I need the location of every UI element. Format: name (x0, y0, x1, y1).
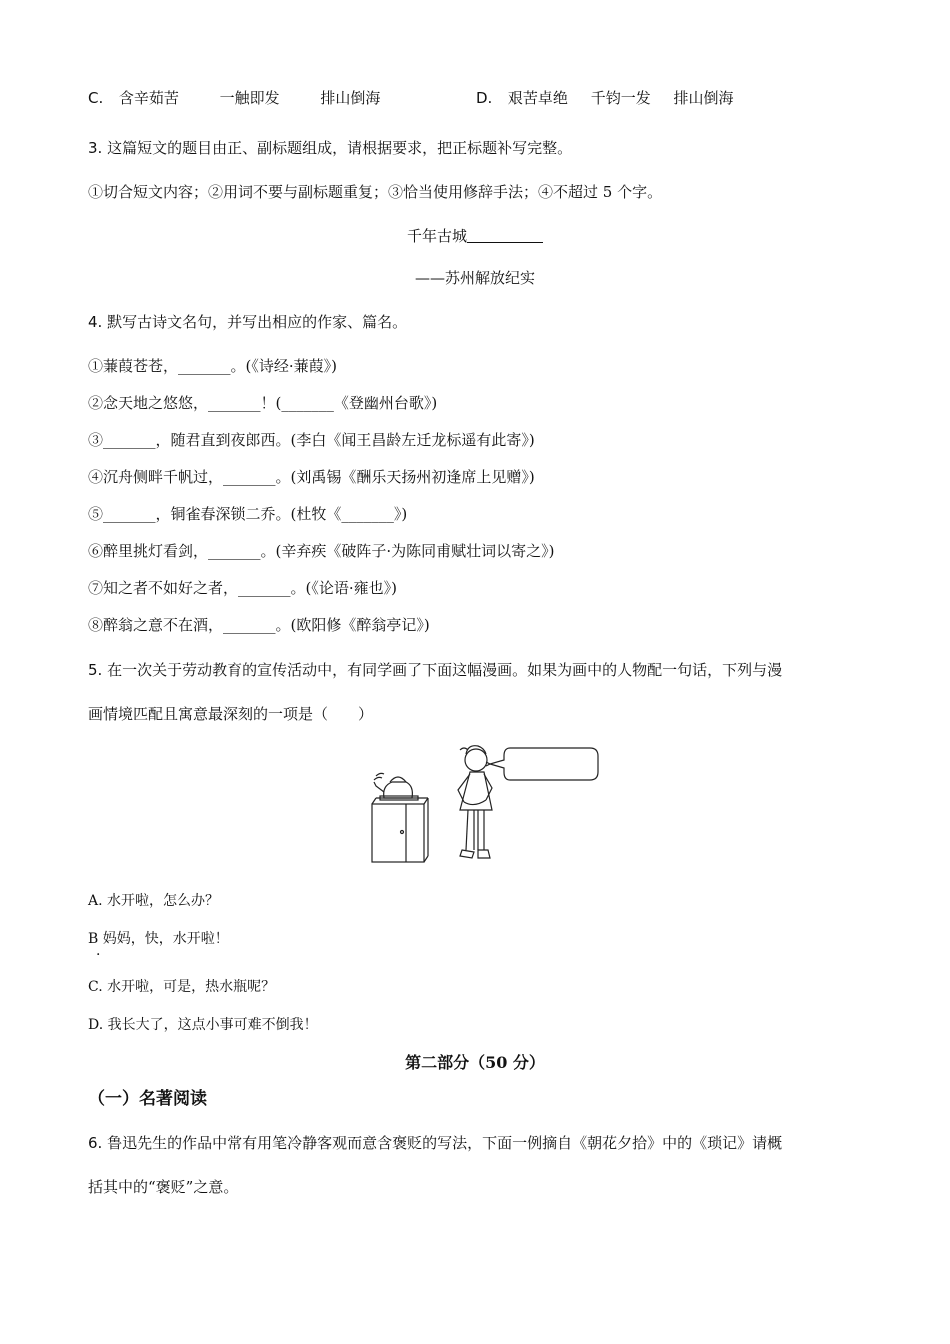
q2-d-word-3: 排山倒海 (673, 89, 734, 107)
q4-item-4: ④沉舟侧畔千帆过，_______。(刘禹锡《酬乐天扬州初逢席上见赠》) (88, 468, 535, 486)
q4-item-7: ⑦知之者不如好之者，_______。(《论语·雍也》) (88, 579, 397, 597)
q4-prompt (88, 312, 407, 332)
cartoon-illustration (360, 742, 605, 870)
girl-head (465, 749, 487, 771)
q4-item-8: ⑧醉翁之意不在酒，_______。(欧阳修《醉翁亭记》) (88, 616, 430, 634)
q6-prompt-line-2: 括其中的“褒贬”之意。 (88, 1178, 239, 1196)
q3-title-blank[interactable] (467, 226, 543, 243)
q3-title-prefix: 千年古城 (406, 227, 467, 245)
q5-option-a: A. 水开啦，怎么办？ (88, 893, 220, 909)
q6-text-1: 鲁迅先生的作品中常有用笔冷静客观而意含褒贬的写法，下面一例摘自《朝花夕拾》中的《琐记》请概 (107, 1134, 783, 1152)
q4-item-2: ②念天地之悠悠，_______！(_______《登幽州台歌》) (88, 394, 438, 412)
section-heading: （一）名著阅读 (88, 1089, 207, 1109)
q3-prompt (88, 138, 572, 158)
q5-option-d: D. 我长大了，这点小事可难不倒我！ (88, 1017, 318, 1033)
q5-prompt-line-1 (88, 660, 782, 680)
q2-c-word-2: 一触即发 (219, 89, 280, 107)
q2-option-c-label: C. (88, 89, 104, 107)
speech-bubble (490, 748, 598, 780)
q5-option-b: B 妈妈，快，水开啦！ (88, 931, 229, 947)
q2-d-word-1: 艰苦卓绝 (507, 89, 568, 107)
q4-item-5: ⑤_______，铜雀春深锁二乔。(杜牧《_______》) (88, 505, 408, 523)
q3-text: 这篇短文的题目由正、副标题组成，请根据要求，把正标题补写完整。 (107, 139, 573, 157)
q2-option-d (476, 88, 734, 108)
q4-item-1: ①蒹葭苍苍，_______。(《诗经·蒹葭》) (88, 357, 337, 375)
q6-prompt-line-1 (88, 1133, 782, 1153)
q3-title (0, 226, 950, 246)
q5-option-c: C. 水开啦，可是，热水瓶呢？ (88, 979, 276, 995)
q6-number: 6. (88, 1134, 103, 1152)
q4-number: 4. (88, 313, 103, 331)
q2-option-c (88, 88, 380, 108)
q2-c-word-1: 含辛茹苦 (118, 89, 179, 107)
cabinet (372, 804, 424, 862)
q5-option-b-dot: · (96, 947, 101, 963)
q5-text-1: 在一次关于劳动教育的宣传活动中，有同学画了下面这幅漫画。如果为画中的人物配一句话，下列与漫 (107, 661, 783, 679)
q2-option-d-label: D. (476, 89, 493, 107)
q2-c-word-3: 排山倒海 (320, 89, 381, 107)
q3-subtitle: ——苏州解放纪实 (414, 269, 535, 287)
q4-item-6: ⑥醉里挑灯看剑，_______。(辛弃疾《破阵子·为陈同甫赋壮词以寄之》) (88, 542, 555, 560)
q4-text: 默写古诗文名句，并写出相应的作家、篇名。 (107, 313, 408, 331)
q3-number: 3. (88, 139, 103, 157)
q5-prompt-line-2: 画情境匹配且寓意最深刻的一项是（ ） (88, 705, 374, 723)
q3-requirements: ①切合短文内容；②用词不要与副标题重复；③恰当使用修辞手法；④不超过 5 个字。 (88, 183, 663, 201)
q2-d-word-2: 千钧一发 (590, 89, 651, 107)
q5-number: 5. (88, 661, 103, 679)
part2-heading: 第二部分（50 分） (405, 1053, 545, 1072)
q4-item-3: ③_______，随君直到夜郎西。(李白《闻王昌龄左迁龙标遥有此寄》) (88, 431, 535, 449)
